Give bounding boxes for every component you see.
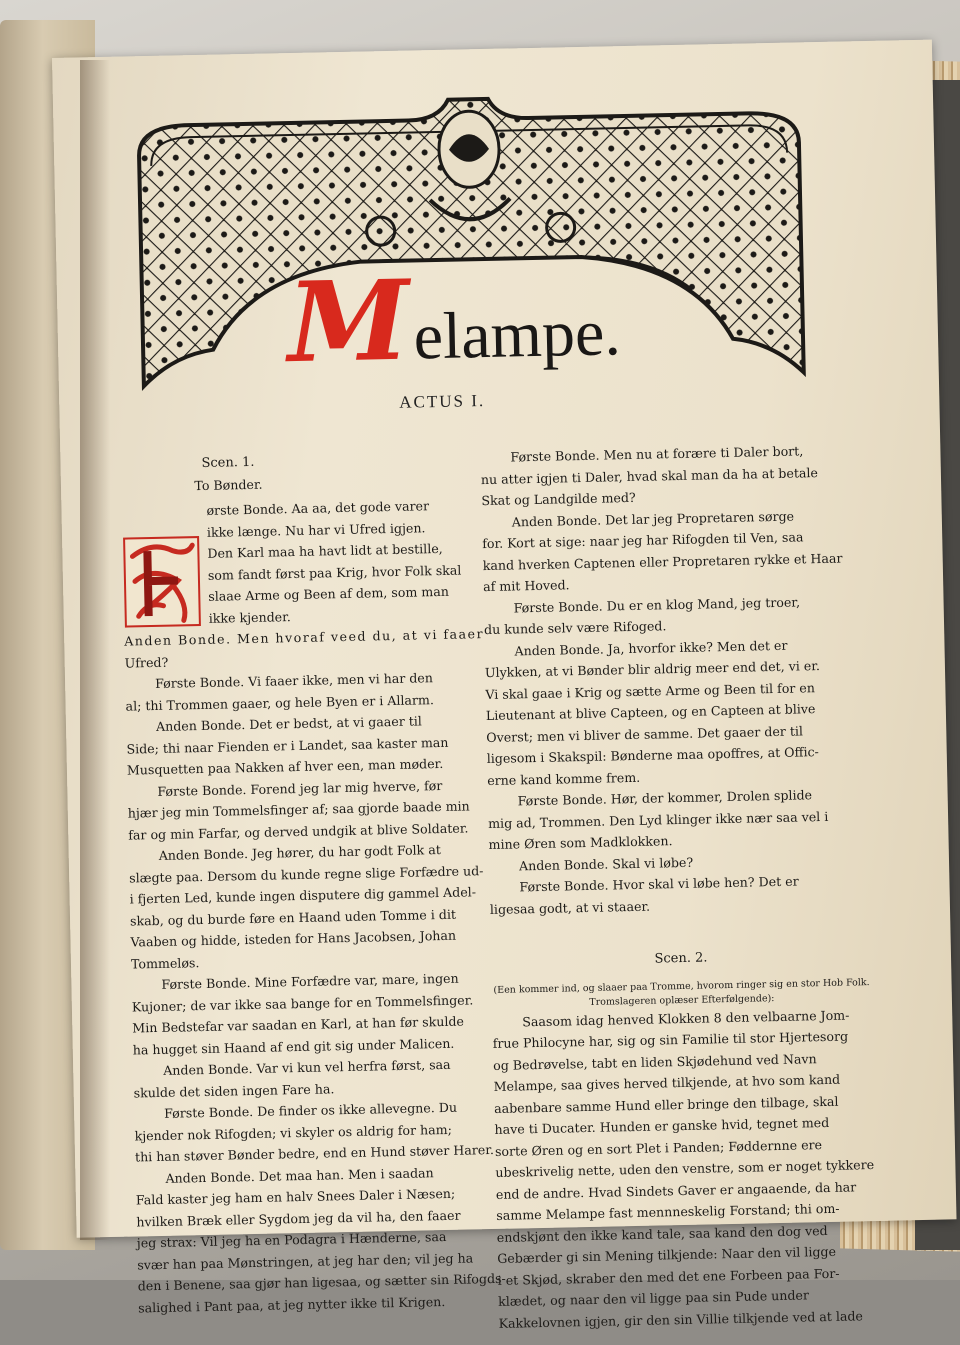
text-line: mig ad, Trommen. Den Lyd klinger ikke nær saa vel i xyxy=(487,808,829,831)
text-line: have ti Ducater. Hunden er ganske hvid, tegnet med xyxy=(494,1114,830,1137)
text-line: Første Bonde. Forend jeg lar mig hverve, før xyxy=(157,777,443,799)
text-line: den i Benene, saa gjør han ligesaa, og sætter sin Rifogds- xyxy=(137,1270,506,1294)
text-line: svær han paa Mønstringen, at jeg har den; vil jeg ha xyxy=(137,1249,474,1272)
text-line: Anden Bonde. Ja, hvorfor ikke? Men det er xyxy=(514,637,788,658)
text-line: Anden Bonde. Det er bedst, at vi gaaer til xyxy=(155,713,423,734)
title-rest: elampe. xyxy=(412,296,622,374)
text-line: i et Skjød, skraber den med det ene Forbeen paa For- xyxy=(497,1265,840,1288)
text-line: Melampe, saa gives herved tilkjende, at hvo som kand xyxy=(493,1071,841,1094)
text-line: skulde det siden ingen Fare ha. xyxy=(133,1080,335,1101)
text-line: ubeskrivelig nette, uden den venstre, som er noget tykkere xyxy=(495,1157,875,1180)
text-line: du kunde selv være Rifoged. xyxy=(483,618,667,638)
text-line: endskjønt den ikke kand tale, saa kand den dog ved xyxy=(496,1222,828,1245)
text-line: Anden Bonde. Skal vi løbe? xyxy=(518,854,694,873)
stage-direction: (Een kommer ind, og slaaer paa Tromme, hvorom ringer sig en stor Hob Folk. xyxy=(493,976,870,996)
text-line: jeg strax: Vil jeg ha en Podagra i Hænderne, saa xyxy=(136,1229,447,1251)
text-line: Lieutenant at blive Capteen, og en Capteen at blive xyxy=(485,701,816,724)
right-column xyxy=(480,439,878,1334)
text-line: Første Bonde. Men nu at forære ti Daler bort, xyxy=(510,443,804,465)
text-line: hjær jeg min Tommelsfinger af; saa gjorde baade min xyxy=(127,798,470,821)
text-line: slaae Arme og Been af dem, som man xyxy=(208,583,450,604)
text-line: Anden Bonde. Det lar jeg Propretaren sørge xyxy=(511,508,795,529)
text-line: ha hugget sin Haand af end git sig under Malicen. xyxy=(132,1035,455,1058)
text-line: for. Kort at sige: naar jeg har Rifogden til Ven, saa xyxy=(482,529,804,552)
text-line: Overst; men vi bliver de samme. Det gaaer der til xyxy=(486,722,804,745)
text-line: Ulykken, at vi Bønder blir aldrig meer end det, vi er. xyxy=(484,658,821,681)
text-line: Anden Bonde. Men hvoraf veed du, at vi faaer xyxy=(124,626,485,649)
text-line: samme Melampe fast mennneskelig Forstand; thi om- xyxy=(496,1200,840,1223)
text-line: aabenbare samme Hund eller bringe den tilbage, skal xyxy=(493,1093,839,1116)
text-line: ikke kjender. xyxy=(208,608,291,626)
text-line: nu atter igjen ti Daler, hvad skal man da ha at betale xyxy=(480,464,819,487)
text-line: Ufred? xyxy=(124,654,169,671)
text-line: frue Philocyne har, sig og sin Familie til stor Hjertesorg xyxy=(492,1028,849,1051)
text-line: far og min Farfar, og derved undgik at blive Soldater. xyxy=(128,819,469,843)
text-line: Første Bonde. De finder os ikke allevegne. Du xyxy=(163,1099,458,1121)
decorated-dropcap xyxy=(122,535,202,629)
text-line: Vaaben og hidde, isteden for Hans Jacobsen, Johan xyxy=(130,927,457,950)
text-line: Fald kaster jeg ham en halv Snees Daler i Næsen; xyxy=(135,1185,456,1208)
text-line: ligesom i Skakspil: Bønderne maa opoffres, at Offic- xyxy=(486,744,819,767)
text-line: Den Karl maa ha havt lidt at bestille, xyxy=(207,540,443,561)
text-line: sorte Øren og en sort Plet i Panden; Føddernne ere xyxy=(494,1136,823,1159)
text-line: Første Bonde. Du er en klog Mand, jeg troer, xyxy=(513,593,801,615)
text-line: salighed i Pant paa, at jeg nytter ikke til Krigen. xyxy=(138,1293,446,1315)
text-line: Første Bonde. Vi faaer ikke, men vi har den xyxy=(154,670,434,691)
text-line: kjender nok Rifogden; vi skyler os aldrig for ham; xyxy=(134,1121,453,1144)
text-line: thi han støver Bønder bedre, end en Hund støver Harer. xyxy=(134,1141,495,1165)
scene1-subheading: To Bønder. xyxy=(194,476,263,493)
text-line: af mit Hoved. xyxy=(483,577,570,595)
text-line: Min Bedstefar var saadan en Karl, at han før skulde xyxy=(132,1013,465,1036)
text-line: klædet, og naar den vil ligge paa sin Pude under xyxy=(497,1287,810,1309)
text-line: Side; thi naar Fienden er i Landet, saa kaster man xyxy=(126,734,449,757)
text-line: Skat og Landgilde med? xyxy=(481,489,636,509)
book-gutter-shadow xyxy=(80,60,110,1240)
text-line: Saasom idag henved Klokken 8 den velbaarne Jom- xyxy=(522,1007,850,1029)
text-line: hvilken Bræk eller Sygdom jeg da vil ha, den faaer xyxy=(136,1207,461,1229)
text-line: ørste Bonde. Aa aa, det gode varer xyxy=(206,498,430,518)
text-line: i fjerten Led, kunde ingen disputere dig gammel Adel- xyxy=(129,884,477,907)
text-line: Musquetten paa Nakken af hver een, man møder. xyxy=(126,755,444,778)
title-initial: M xyxy=(286,255,411,388)
text-line: ligesaa godt, at vi staaer. xyxy=(489,898,651,917)
stage-direction: Tromslageren oplæser Efterfølgende): xyxy=(589,992,775,1008)
text-line: Første Bonde. Hvor skal vi løbe hen? Det er xyxy=(519,873,799,895)
text-line: Vi skal gaae i Krig og sætte Arme og Been til for en xyxy=(485,679,816,702)
text-line: kand hverken Captenen eller Propretaren rykke et Haar xyxy=(482,550,843,573)
text-line: Tommeløs. xyxy=(130,954,200,972)
text-line: ikke længe. Nu har vi Ufred igjen. xyxy=(206,519,426,540)
play-title xyxy=(286,255,622,388)
text-line: Anden Bonde. Jeg hører, du har godt Folk at xyxy=(158,842,441,863)
text-line: mine Øren som Madklokken. xyxy=(488,833,673,853)
act-heading: ACTUS I. xyxy=(399,391,486,412)
text-line: og Bedrøvelse, tabt en liden Skjødehund ved Navn xyxy=(493,1050,817,1073)
text-line: Første Bonde. Hør, der kommer, Drolen splide xyxy=(517,787,813,809)
text-line: Anden Bonde. Var vi kun vel herfra først, saa xyxy=(163,1056,451,1078)
right-page xyxy=(52,40,957,1331)
text-line: Gebærder gi sin Mening tilkjende: Naar den vil ligge xyxy=(497,1243,837,1266)
text-line: erne kand komme frem. xyxy=(487,769,641,788)
scene1-heading: Scen. 1. xyxy=(201,454,255,471)
text-line: end de andre. Hvad Sindets Gaver er angaaende, da har xyxy=(495,1178,857,1202)
text-line: Første Bonde. Mine Forfædre var, mare, ingen xyxy=(161,970,459,992)
text-line: slægte paa. Dersom du kunde regne slige Forfædre ud- xyxy=(129,862,484,886)
text-line: som fandt først paa Krig, hvor Folk skal xyxy=(207,562,462,583)
scene2-heading: Scen. 2. xyxy=(654,950,708,967)
text-line: Kujoner; de var ikke saa bange for en Tommelsfinger. xyxy=(131,991,474,1015)
text-line: Anden Bonde. Det maa han. Men i saadan xyxy=(165,1164,434,1186)
text-line: al; thi Trommen gaaer, og hele Byen er i Allarm. xyxy=(125,691,435,714)
text-line: skab, og du burde føre en Haand uden Tomme i dit xyxy=(129,906,457,929)
text-line: Kakkelovnen igjen, gir den sin Villie tilkjende ved at lade xyxy=(498,1307,864,1331)
